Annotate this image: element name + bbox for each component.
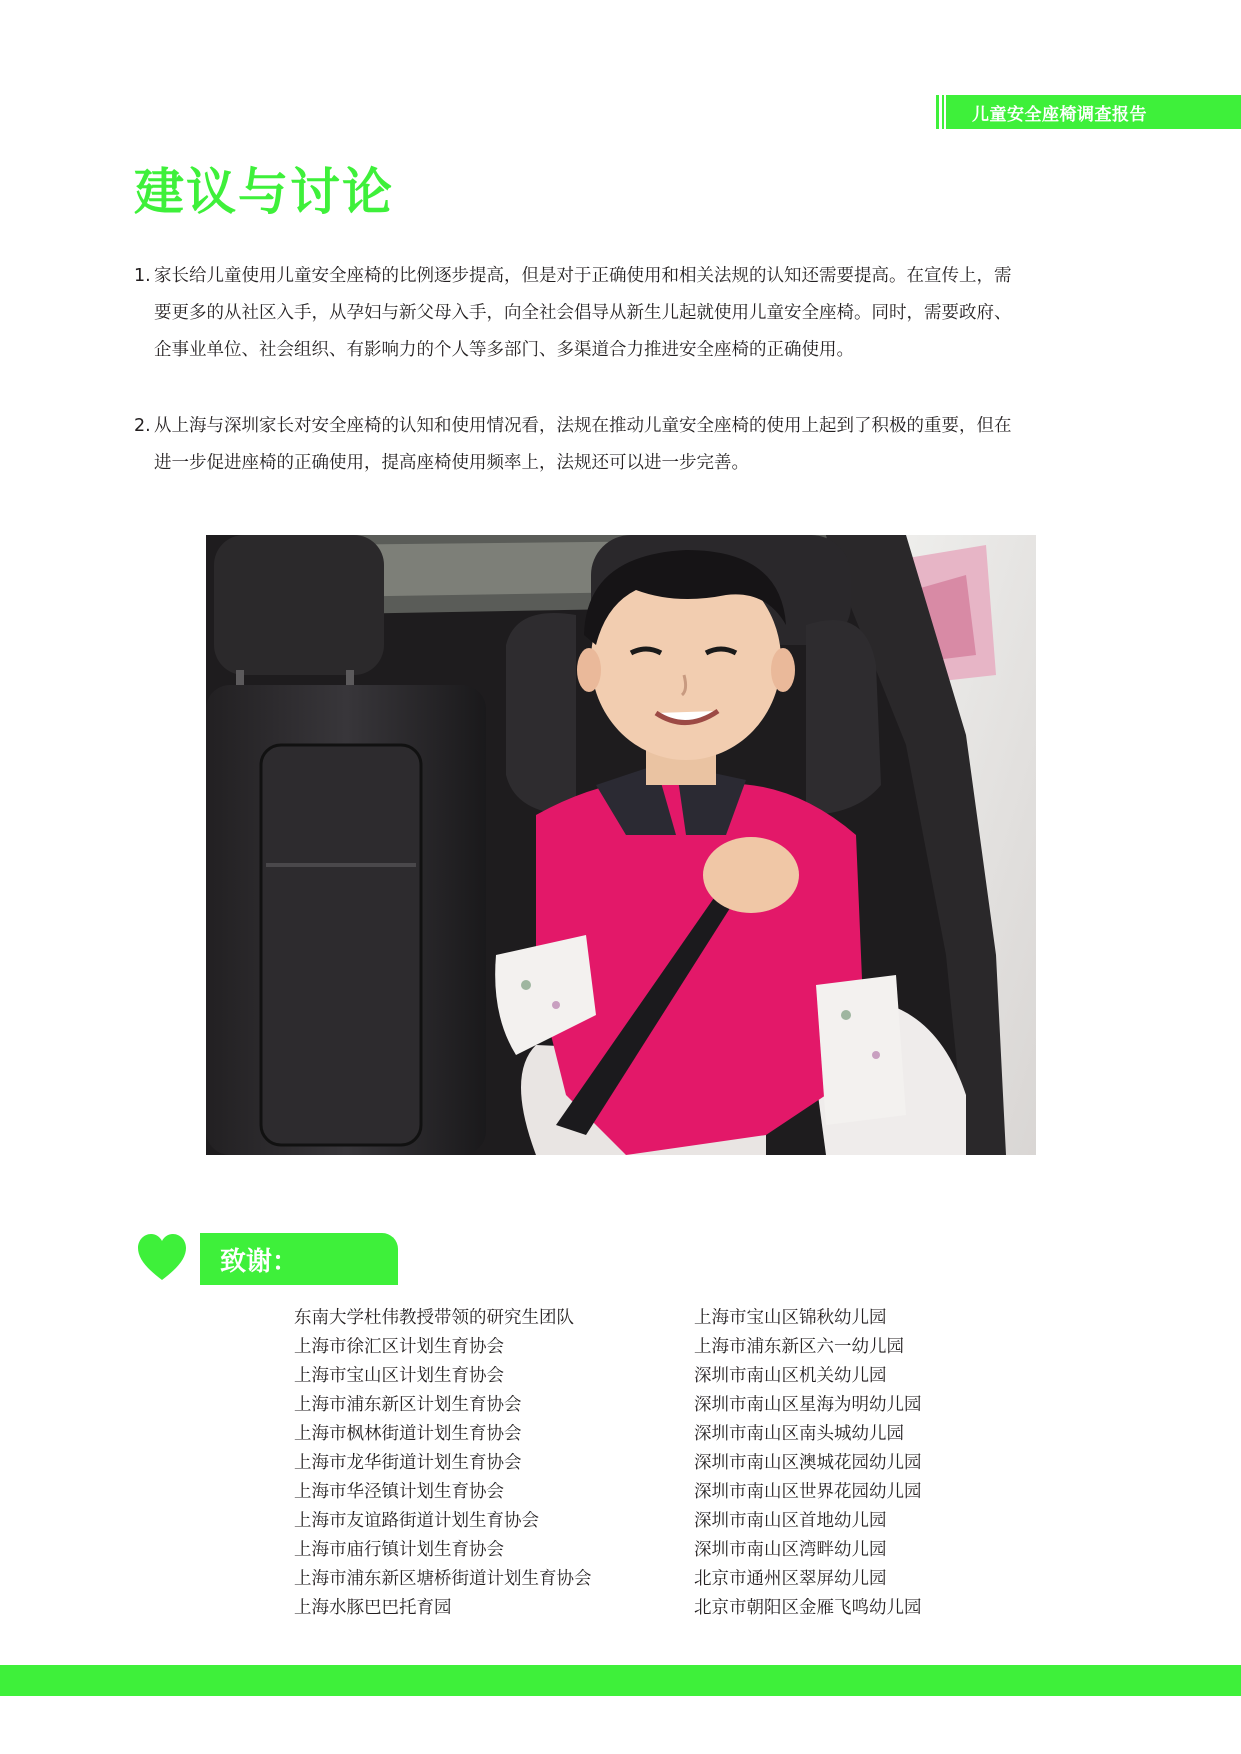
list-item: 上海市浦东新区六一幼儿园 (694, 1337, 904, 1357)
list-item: 深圳市南山区世界花园幼儿园 (694, 1482, 922, 1502)
list-item: 上海水豚巴巴托育园 (294, 1598, 452, 1618)
page-title: 建议与讨论 (134, 163, 394, 221)
list-item: 东南大学杜伟教授带领的研究生团队 (294, 1308, 574, 1328)
report-title: 儿童安全座椅调查报告 (972, 104, 1147, 125)
header-tab (936, 95, 1241, 129)
list-item: 上海市宝山区计划生育协会 (294, 1366, 504, 1386)
list-item: 上海市友谊路街道计划生育协会 (294, 1511, 539, 1531)
list-item: 上海市徐汇区计划生育协会 (294, 1337, 504, 1357)
list-item: 上海市华泾镇计划生育协会 (294, 1482, 504, 1502)
list-item: 上海市枫林街道计划生育协会 (294, 1424, 522, 1444)
list-item: 上海市龙华街道计划生育协会 (294, 1453, 522, 1473)
paragraph-2 (134, 408, 1094, 482)
paragraph-line (134, 258, 1094, 295)
paragraph-number: 1. (134, 266, 151, 286)
paragraph-text: 家长给儿童使用儿童安全座椅的比例逐步提高，但是对于正确使用和相关法规的认知还需要提高。在宣传上，需 (154, 266, 1012, 286)
header-stripes (936, 95, 948, 129)
acknowledgements-list-left (294, 1304, 592, 1623)
heart-icon (136, 1232, 188, 1284)
footer-bar (0, 1665, 1241, 1696)
list-item: 北京市朝阳区金雁飞鸣幼儿园 (694, 1598, 922, 1618)
acknowledgements-heading (200, 1233, 398, 1285)
paragraph-1 (134, 258, 1094, 369)
list-item: 深圳市南山区机关幼儿园 (694, 1366, 887, 1386)
list-item: 深圳市南山区首地幼儿园 (694, 1511, 887, 1531)
paragraph-line: 企事业单位、社会组织、有影响力的个人等多部门、多渠道合力推进安全座椅的正确使用。 (154, 340, 854, 360)
paragraph-line: 要更多的从社区入手，从孕妇与新父母入手，向全社会倡导从新生儿起就使用儿童安全座椅。同时，需要政府、 (154, 303, 1012, 323)
list-item: 上海市庙行镇计划生育协会 (294, 1540, 504, 1560)
acknowledgements-list-right (694, 1304, 922, 1623)
list-item: 深圳市南山区澳城花园幼儿园 (694, 1453, 922, 1473)
list-item: 深圳市南山区湾畔幼儿园 (694, 1540, 887, 1560)
child-car-seat-photo (206, 535, 1036, 1155)
list-item: 深圳市南山区星海为明幼儿园 (694, 1395, 922, 1415)
paragraph-line (134, 408, 1094, 445)
list-item: 深圳市南山区南头城幼儿园 (694, 1424, 904, 1444)
acknowledgements-title: 致谢： (220, 1246, 299, 1277)
paragraph-text: 从上海与深圳家长对安全座椅的认知和使用情况看，法规在推动儿童安全座椅的使用上起到了积极的重要，但在 (154, 416, 1012, 436)
paragraph-number: 2. (134, 416, 151, 436)
list-item: 上海市浦东新区塘桥街道计划生育协会 (294, 1569, 592, 1589)
list-item: 上海市浦东新区计划生育协会 (294, 1395, 522, 1415)
list-item: 北京市通州区翠屏幼儿园 (694, 1569, 887, 1589)
list-item: 上海市宝山区锦秋幼儿园 (694, 1308, 887, 1328)
paragraph-line: 进一步促进座椅的正确使用，提高座椅使用频率上，法规还可以进一步完善。 (154, 453, 749, 473)
